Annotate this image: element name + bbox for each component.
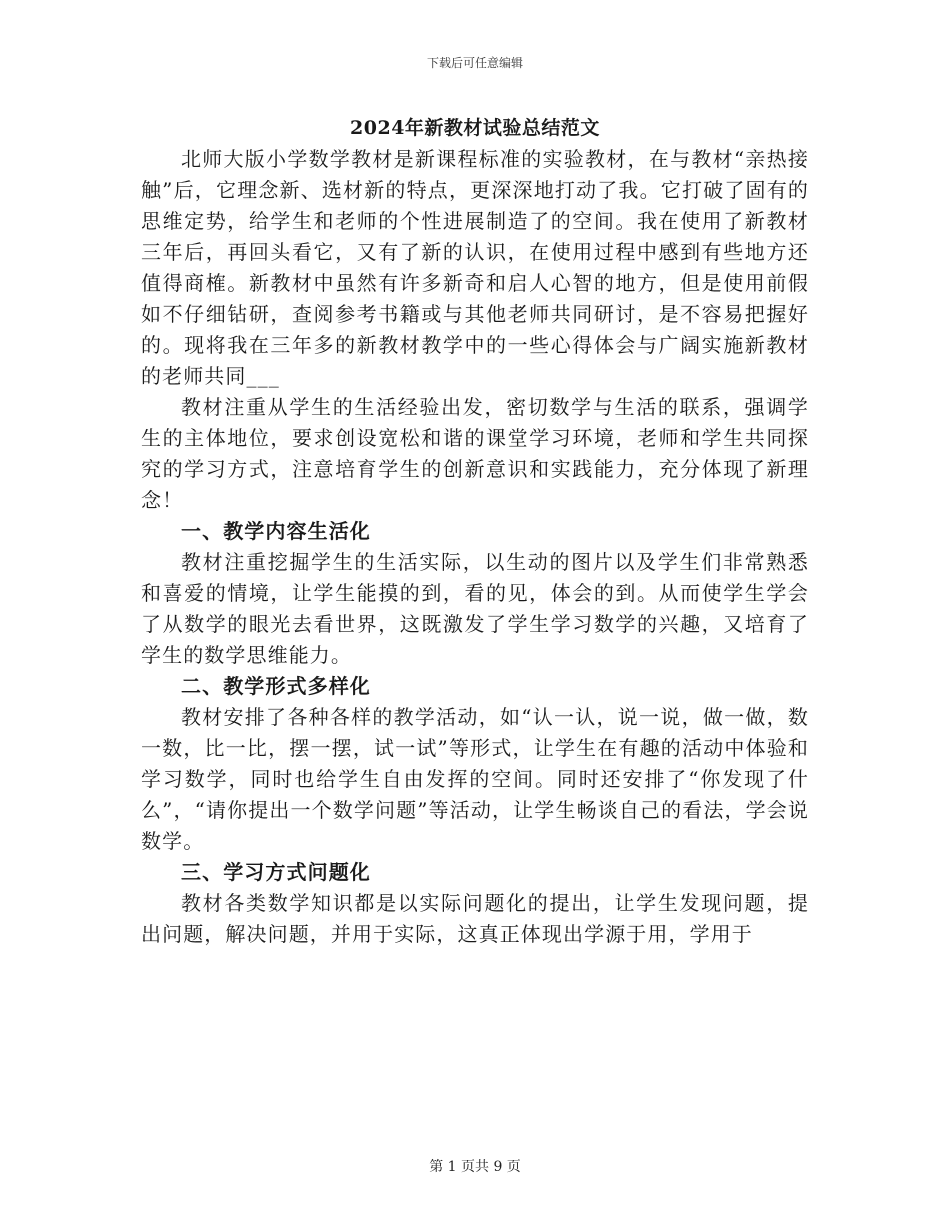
section-paragraph: 教材安排了各种各样的教学活动，如“认一认，说一说，做一做，数一数，比一比，摆一摆，试一试”等形式，让学生在有趣的活动中体验和学习数学，同时也给学生自由发挥的空间。同时还安排了“你发现了什么”，“请你提出一个数学问题”等活动，让学生畅谈自己的看法，学会说数学。 bbox=[141, 705, 809, 853]
intro-paragraph: 教材注重从学生的生活经验出发，密切数学与生活的联系，强调学生的主体地位，要求创设宽松和谐的课堂学习环境，老师和学生共同探究的学习方式，注意培育学生的创新意识和实践能力，充分体现了新理念！ bbox=[141, 395, 809, 512]
header-note: 下载后可任意编辑 bbox=[426, 56, 523, 70]
section-heading: 一、教学内容生活化 bbox=[181, 519, 371, 543]
section-paragraph: 教材各类数学知识都是以实际问题化的提出，让学生发现问题，提出问题，解决问题，并用于实际，这真正体现出学源于用，学用于 bbox=[141, 891, 809, 946]
document-body bbox=[141, 144, 809, 950]
section-paragraph: 教材注重挖掘学生的生活实际，以生动的图片以及学生们非常熟悉和喜爱的情境，让学生能摸的到，看的见，体会的到。从而使学生学会了从数学的眼光去看世界，这既激发了学生学习数学的兴趣，又培育了学生的数学思维能力。 bbox=[141, 550, 809, 667]
section-heading: 二、教学形式多样化 bbox=[181, 674, 371, 698]
intro-paragraph: 北师大版小学数学教材是新课程标准的实验教材，在与教材“亲热接触”后，它理念新、选材新的特点，更深深地打动了我。它打破了固有的思维定势，给学生和老师的个性进展制造了的空间。我在使用了新教材三年后，再回头看它，又有了新的认识，在使用过程中感到有些地方还值得商榷。新教材中虽然有许多新奇和启人心智的地方，但是使用前假如不仔细钻研，查阅参考书籍或与其他老师共同研讨，是不容易把握好的。现将我在三年多的新教材教学中的一些心得体会与广阔实施新教材的老师共同___ bbox=[141, 147, 809, 388]
document-title: 2024年新教材试验总结范文 bbox=[350, 117, 600, 139]
page-number: 第 1 页共 9 页 bbox=[429, 1159, 521, 1175]
section-heading: 三、学习方式问题化 bbox=[181, 860, 371, 884]
